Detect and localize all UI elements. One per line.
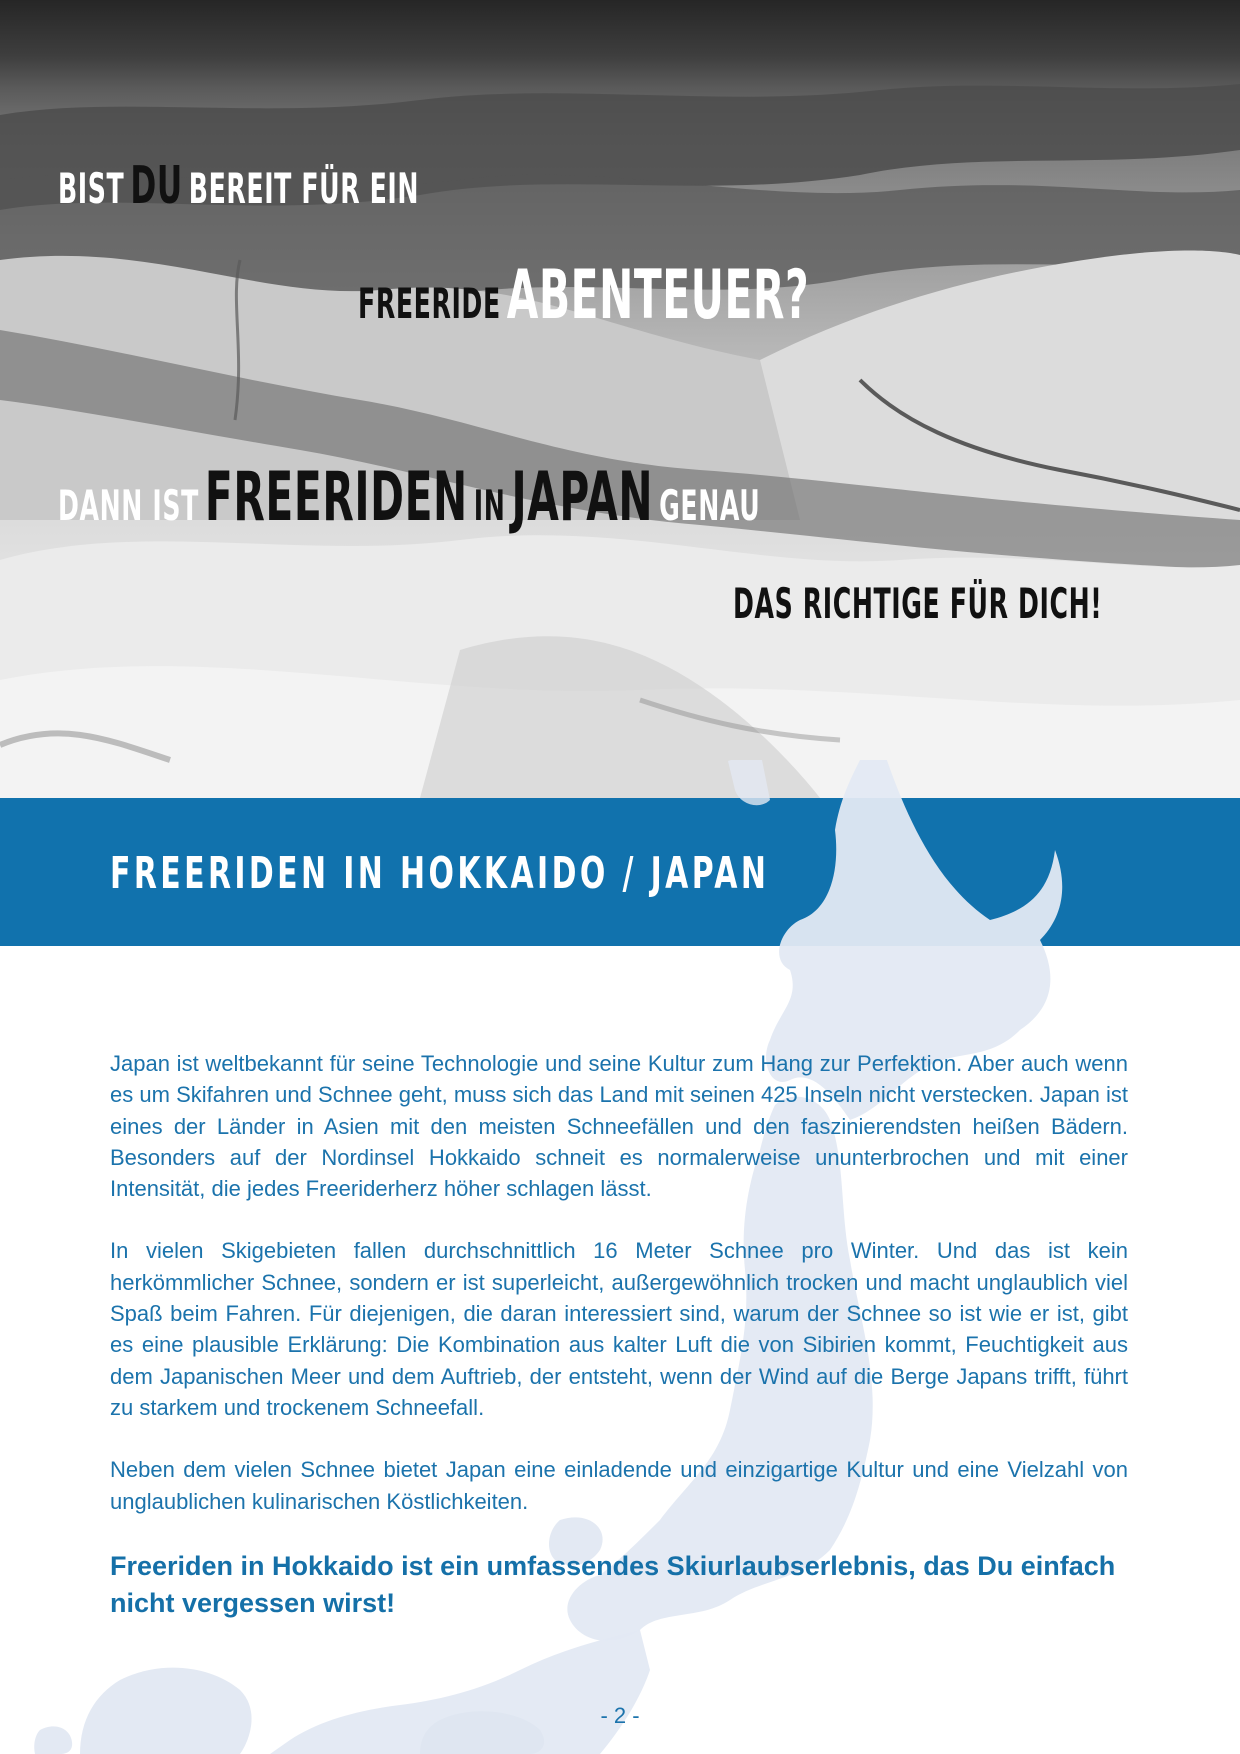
hero-photo	[0, 0, 1240, 798]
hero-line-1-du: DU	[130, 156, 183, 216]
hero-line-1	[58, 156, 420, 216]
hero-line-3-dann-ist: DANN IST	[58, 481, 199, 530]
hero-line-3-japan: JAPAN	[511, 458, 654, 537]
paragraph-2: In vielen Skigebieten fallen durchschnittlich 16 Meter Schnee pro Winter. Und das ist kein herkömmlicher Schnee, sondern er ist superleicht, außergewöhnlich trocken und macht unglaublich viel Spaß beim Fahren. Für diejenigen, die daran interessiert sind, warum der Schnee so ist wie er ist, gibt es eine plausible Erklärung: Die Kombination aus kalter Luft die von Sibirien kommt, Feuchtigkeit aus dem Japanischen Meer und dem Auftrieb, der entsteht, wenn der Wind auf die Berge Japans trifft, führt zu starkem und trockenem Schneefall.	[110, 1238, 1128, 1420]
hero-line-2	[358, 256, 810, 335]
hero-line-2-freeride: FREERIDE	[358, 279, 501, 328]
closing-claim: Freeriden in Hokkaido ist ein umfassendes Skiurlaubserlebnis, das Du einfach nicht vergessen wirst!	[110, 1550, 1116, 1618]
hero-line-3-genau: GENAU	[659, 481, 761, 530]
hero-line-3	[58, 458, 761, 537]
hero-line-3-freeriden: FREERIDEN	[204, 458, 468, 537]
hero-line-1-bist: BIST	[58, 164, 125, 213]
hero-line-4: DAS RICHTIGE FÜR DICH!	[733, 579, 1103, 628]
hero-line-2-abenteuer: ABENTEUER?	[506, 256, 810, 335]
hero-line-3-in: IN	[473, 481, 506, 530]
paragraph-1: Japan ist weltbekannt für seine Technologie und seine Kultur zum Hang zur Perfektion. Aber auch wenn es um Skifahren und Schnee geht, muss sich das Land mit seinen 425 Inseln nicht verstecken. Japan ist eines der Länder in Asien mit den meisten Schneefällen und den faszinierendsten heißen Bädern. Besonders auf der Nordinsel Hokkaido schneit es normalerweise ununterbrochen und mit einer Intensität, die jedes Freeriderherz höher schlagen lässt.	[110, 1051, 1128, 1202]
page-number: - 2 -	[600, 1703, 640, 1728]
hero-line-1-rest: BEREIT FÜR EIN	[188, 164, 420, 213]
paragraph-3: Neben dem vielen Schnee bietet Japan eine einladende und einzigartige Kultur und eine Vielzahl von unglaublichen kulinarischen Köstlichkeiten.	[110, 1457, 1128, 1514]
snowy-mountains-photo	[0, 0, 1240, 798]
article-body	[110, 1048, 1128, 1653]
section-title: FREERIDEN IN HOKKAIDO / JAPAN	[110, 848, 770, 899]
